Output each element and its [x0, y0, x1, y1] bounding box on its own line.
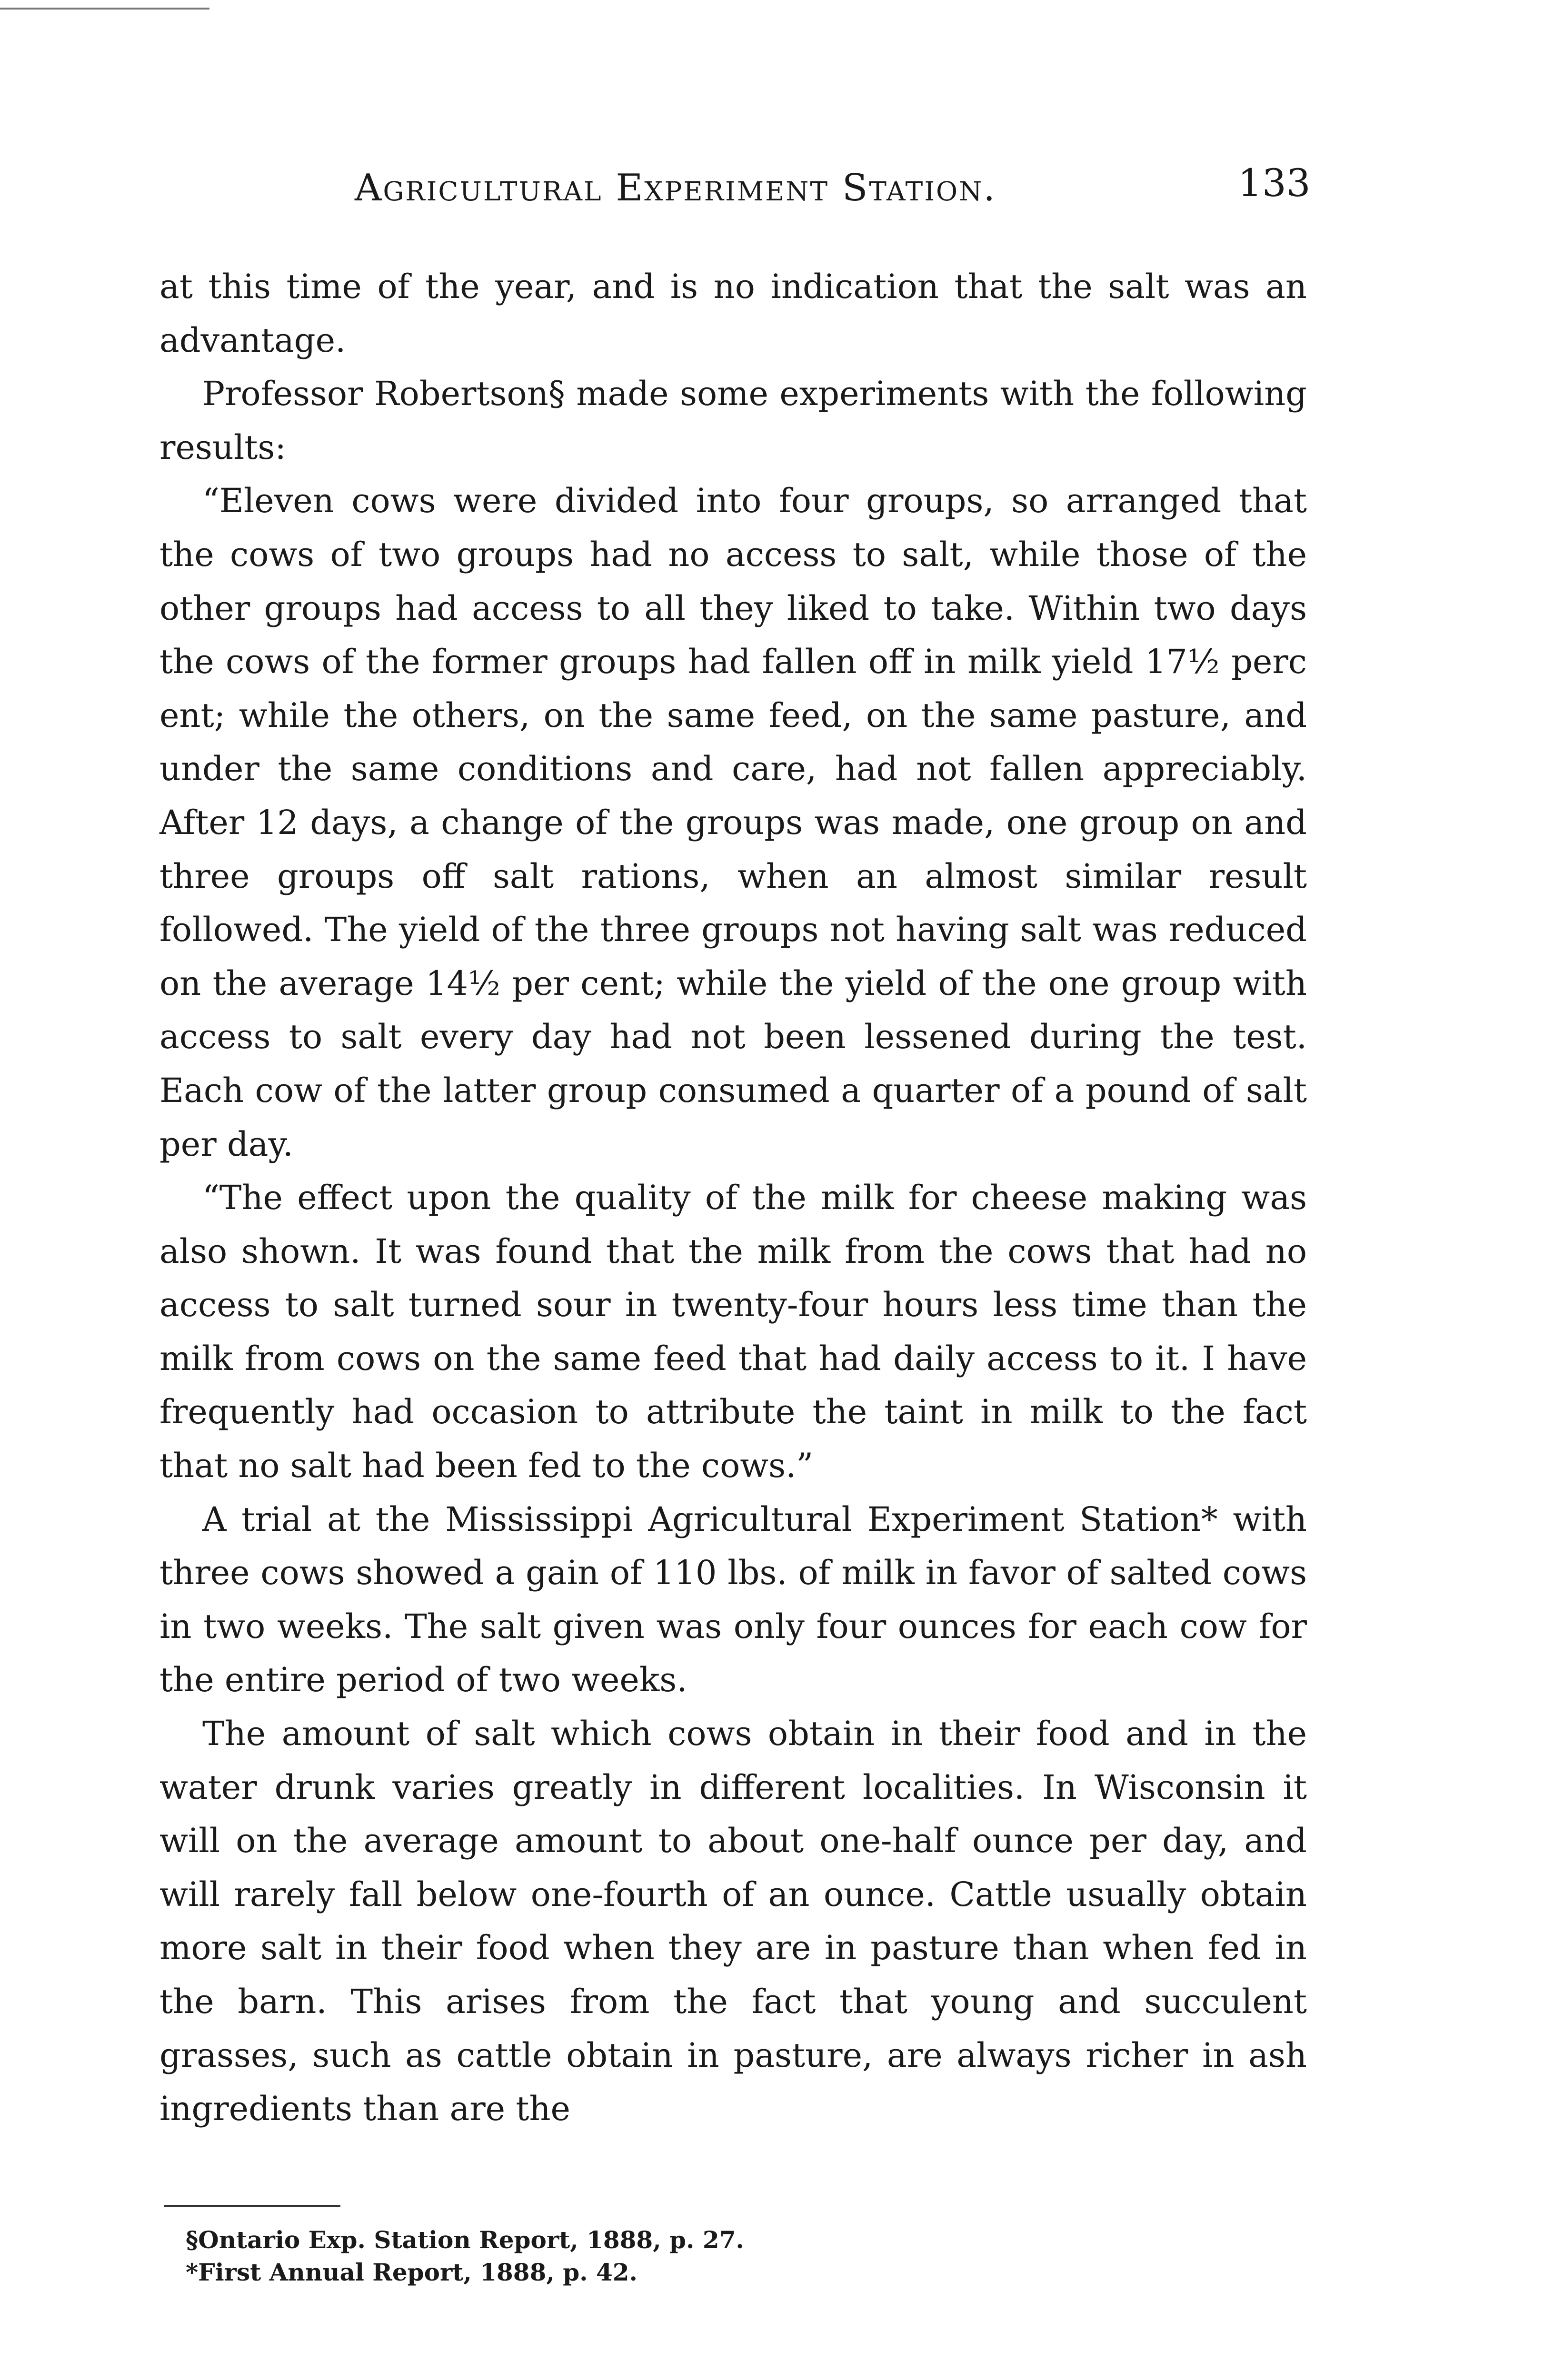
paragraph-robertson-intro: Professor Robertson§ made some experiments with the following results: — [159, 374, 1307, 467]
footnote-divider — [164, 2205, 340, 2207]
body-text — [159, 260, 1307, 2136]
page-number: 133 — [1238, 161, 1311, 205]
footnote-section-mark: §Ontario Exp. Station Report, 1888, p. 27. — [186, 2226, 744, 2254]
top-edge-rule — [0, 8, 209, 10]
running-head: Agricultural Experiment Station. — [355, 167, 997, 209]
paragraph-salt-amount: The amount of salt which cows obtain in their food and in the water drunk varies greatly in different localities. In Wisconsin it will on the average amount to about one-half ounce per day, and will rarely fall below one-fourth of an ounce. Cattle usually obtain more salt in their food when they are in pasture than when fed in the barn. This arises from the fact that young and succulent grasses, such as cattle obtain in pasture, are always richer in ash ingredients than are the — [159, 1714, 1307, 2129]
paragraph-cheese-quality-quote: “The effect upon the quality of the milk for cheese making was also shown. It was found that the milk from the cows that had no access to salt turned sour in twenty-four hours less time than the milk from cows on the same feed that had daily access to it. I have frequently had occasion to attribute the taint in milk to the fact that no salt had been fed to the cows.” — [159, 1178, 1307, 1486]
footnote-asterisk: *First Annual Report, 1888, p. 42. — [186, 2258, 638, 2286]
footnotes — [186, 2224, 744, 2289]
paragraph-continuation: at this time of the year, and is no indication that the salt was an advantage. — [159, 267, 1307, 360]
paragraph-eleven-cows-quote: “Eleven cows were divided into four groups, so arranged that the cows of two groups had no access to salt, while those of the other groups had access to all they liked to take. Within two days the cows of the former groups had fallen off in milk yield 17½ perc ent; while the others, on the same feed, on the same pasture, and under the same conditions and care, had not fallen appreciably. After 12 days, a change of the groups was made, one group on and three groups off salt rations, when an almost similar result followed. The yield of the three groups not having salt was reduced on the average 14½ per cent; while the yield of the one group with access to salt every day had not been lessened during the test. Each cow of the latter group consumed a quarter of a pound of salt per day. — [159, 481, 1307, 1164]
paragraph-mississippi-trial: A trial at the Mississippi Agricultural Experiment Station* with three cows showed a gain of 110 lbs. of milk in favor of salted cows in two weeks. The salt given was only four ounces for each cow for the entire period of two weeks. — [159, 1499, 1307, 1700]
